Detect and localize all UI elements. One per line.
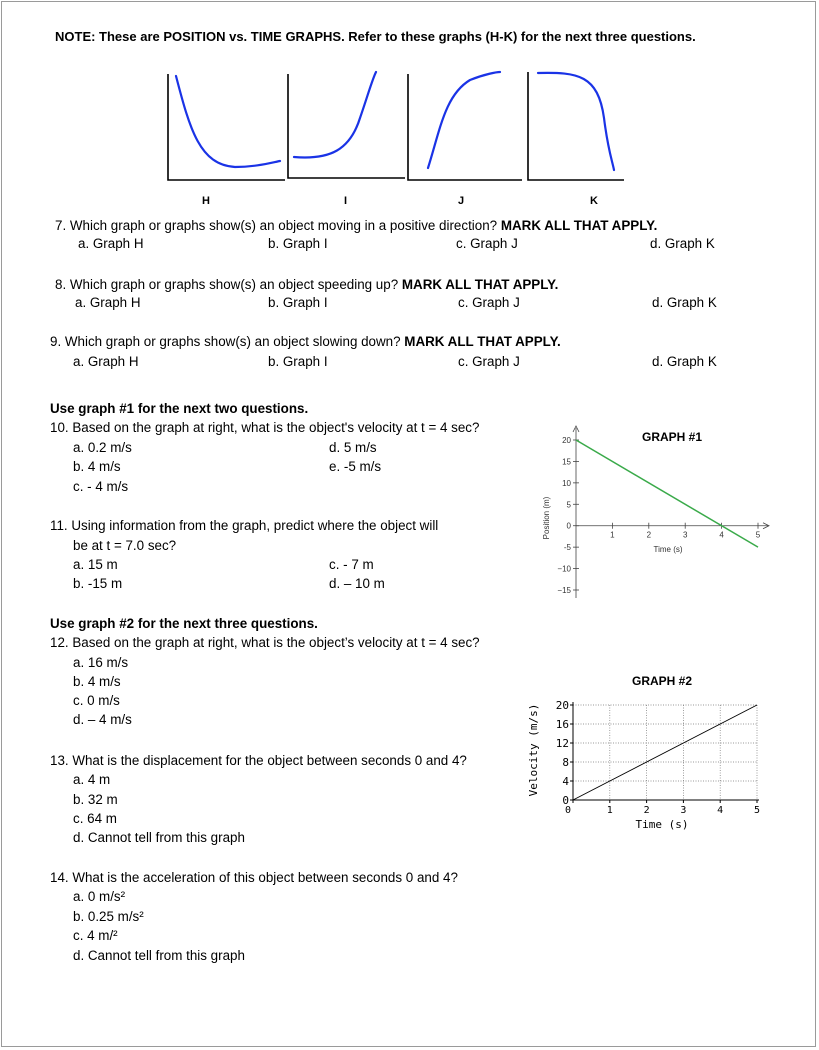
graph2-x-tick-label: 4	[717, 805, 724, 816]
graph2-y-tick-label: 4	[562, 775, 569, 788]
q8-option-d[interactable]: d. Graph K	[652, 295, 717, 310]
sketch-label-k: K	[590, 195, 598, 207]
q12-stem: 12. Based on the graph at right, what is the object’s velocity at t = 4 sec?	[50, 635, 480, 650]
graph1-y-tick-label: 5	[566, 500, 571, 510]
graph1-y-label: Position (m)	[542, 496, 551, 540]
graph2-series-line	[573, 705, 757, 800]
q11-option-d[interactable]: d. – 10 m	[329, 576, 385, 591]
graph1-y-tick-label: 10	[562, 478, 571, 488]
q13-option-a[interactable]: a. 4 m	[73, 772, 111, 787]
q12-option-b[interactable]: b. 4 m/s	[73, 674, 121, 689]
q14-option-c[interactable]: c. 4 m/²	[73, 928, 118, 943]
q8-stem: 8. Which graph or graphs show(s) an object speeding up? MARK ALL THAT APPLY.	[55, 277, 559, 292]
q8-option-a[interactable]: a. Graph H	[75, 295, 141, 310]
q14-option-a[interactable]: a. 0 m/s²	[73, 889, 126, 904]
graph2-x-tick-label: 1	[606, 805, 613, 816]
q9-option-a[interactable]: a. Graph H	[73, 354, 139, 369]
q8-option-b[interactable]: b. Graph I	[268, 295, 328, 310]
graph1-y-tick-label: −10	[557, 564, 571, 574]
q11-stem-line2: be at t = 7.0 sec?	[73, 538, 177, 553]
graph1-y-tick-label: 20	[562, 436, 571, 445]
q10-option-c[interactable]: c. - 4 m/s	[73, 479, 129, 494]
graph1-y-tick-label: −15	[557, 586, 571, 595]
q13-option-d[interactable]: d. Cannot tell from this graph	[73, 830, 245, 845]
graph1-y-tick-label: -5	[563, 543, 571, 553]
graph2-y-tick-label: 20	[555, 699, 569, 712]
graph2-y-tick-label: 12	[555, 737, 569, 750]
q11-stem-line1: 11. Using information from the graph, predict where the object will	[50, 518, 439, 533]
q10-option-d[interactable]: d. 5 m/s	[329, 440, 377, 455]
q13-stem: 13. What is the displacement for the object between seconds 0 and 4?	[50, 753, 467, 768]
graph2-x-tick-label: 3	[680, 805, 687, 816]
section2-heading: Use graph #2 for the next three questions.	[50, 616, 318, 631]
q11-option-c[interactable]: c. - 7 m	[329, 557, 374, 572]
graph2-x-label: Time (s)	[635, 818, 689, 831]
q11-option-b[interactable]: b. -15 m	[73, 576, 123, 591]
q10-option-b[interactable]: b. 4 m/s	[73, 459, 121, 474]
q7-option-c[interactable]: c. Graph J	[456, 236, 518, 251]
q14-option-d[interactable]: d. Cannot tell from this graph	[73, 948, 245, 963]
graph1-y-tick-label: 0	[566, 521, 571, 531]
q8-option-c[interactable]: c. Graph J	[458, 295, 520, 310]
graph2-x-tick-label: 2	[643, 805, 650, 816]
q12-option-d[interactable]: d. – 4 m/s	[73, 712, 132, 727]
sketch-label-i: I	[344, 195, 348, 207]
graph2-y-label: Velocity (m/s)	[527, 703, 540, 797]
q14-option-b[interactable]: b. 0.25 m/s²	[73, 909, 144, 924]
q13-option-c[interactable]: c. 64 m	[73, 811, 117, 826]
sketch-label-j: J	[458, 195, 465, 207]
graph1-x-tick-label: 2	[646, 530, 652, 540]
graph2-y-tick-label: 0	[562, 794, 569, 807]
q7-option-b[interactable]: b. Graph I	[268, 236, 328, 251]
q7-option-a[interactable]: a. Graph H	[78, 236, 144, 251]
q10-option-a[interactable]: a. 0.2 m/s	[73, 440, 132, 455]
graph2-x-tick-label: 0	[564, 805, 572, 816]
q9-option-b[interactable]: b. Graph I	[268, 354, 328, 369]
graph2-x-tick-label: 5	[753, 805, 761, 816]
q10-stem: 10. Based on the graph at right, what is the object's velocity at t = 4 sec?	[50, 420, 480, 435]
q10-option-e[interactable]: e. -5 m/s	[329, 459, 382, 474]
q13-option-b[interactable]: b. 32 m	[73, 792, 118, 807]
graph1-x-tick-label: 4	[719, 530, 724, 540]
q12-option-c[interactable]: c. 0 m/s	[73, 693, 120, 708]
q7-stem: 7. Which graph or graphs show(s) an object moving in a positive direction? MARK ALL THAT APPLY.	[55, 218, 658, 233]
q9-stem: 9. Which graph or graphs show(s) an object slowing down? MARK ALL THAT APPLY.	[50, 334, 561, 349]
section1-heading: Use graph #1 for the next two questions.	[50, 401, 309, 416]
q7-option-d[interactable]: d. Graph K	[650, 236, 715, 251]
graph2-y-tick-label: 8	[562, 756, 569, 769]
graph2-title: GRAPH #2	[631, 674, 693, 688]
graph1-title: GRAPH #1	[641, 430, 703, 444]
graph1-x-tick-label: 1	[610, 530, 615, 540]
sketch-label-h: H	[202, 195, 210, 207]
q12-option-a[interactable]: a. 16 m/s	[73, 655, 129, 670]
graph1-y-tick-label: 15	[562, 457, 571, 467]
q11-option-a[interactable]: a. 15 m	[73, 557, 118, 572]
graph1-x-label: Time (s)	[653, 545, 683, 554]
q9-option-c[interactable]: c. Graph J	[458, 354, 520, 369]
graph2-y-tick-label: 16	[555, 718, 569, 731]
graph1-x-tick-label: 3	[682, 530, 688, 540]
q9-option-d[interactable]: d. Graph K	[652, 354, 717, 369]
q14-stem: 14. What is the acceleration of this object between seconds 0 and 4?	[50, 870, 458, 885]
graph1-x-tick-label: 5	[755, 530, 761, 540]
note-heading: NOTE: These are POSITION vs. TIME GRAPHS. Refer to these graphs (H-K) for the next three questions.	[55, 29, 696, 44]
graph1-series-line	[576, 440, 758, 547]
